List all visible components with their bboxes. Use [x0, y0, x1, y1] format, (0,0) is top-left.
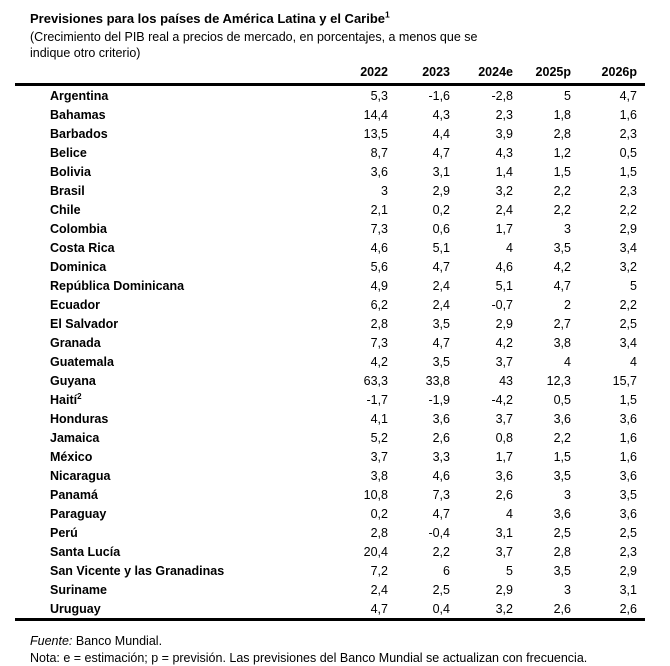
- subtitle-line-2: indique otro criterio): [30, 45, 141, 60]
- value-cell-2026p: 3,5: [619, 487, 637, 502]
- value-cell-2023: 5,1: [432, 240, 450, 255]
- country-name: Chile: [50, 202, 81, 217]
- value-cell-2024e: 43: [499, 373, 513, 388]
- value-cell-2024e: 2,4: [495, 202, 513, 217]
- value-cell-2026p: 2,2: [619, 297, 637, 312]
- value-cell-2023: 2,4: [432, 278, 450, 293]
- value-cell-2025p: 5: [564, 88, 571, 103]
- value-cell-2024e: 3,6: [495, 468, 513, 483]
- value-cell-2025p: 3,5: [553, 468, 571, 483]
- country-name: Argentina: [50, 88, 109, 103]
- value-cell-2025p: 1,5: [553, 164, 571, 179]
- table-row: [15, 599, 645, 620]
- value-cell-2023: 4,7: [432, 145, 450, 160]
- value-cell-2024e: 2,9: [495, 316, 513, 331]
- value-cell-2022: 5,6: [370, 259, 388, 274]
- value-cell-2025p: 2,8: [553, 544, 571, 559]
- value-cell-2026p: 3,1: [619, 582, 637, 597]
- table-row: [15, 238, 645, 257]
- country-name: Bolivia: [50, 164, 91, 179]
- table-row: [15, 390, 645, 409]
- value-cell-2023: 4,6: [432, 468, 450, 483]
- value-cell-2024e: -4,2: [491, 392, 513, 407]
- table-row: [15, 181, 645, 200]
- value-cell-2022: 0,2: [370, 506, 388, 521]
- table-row: [15, 105, 645, 124]
- value-cell-2023: 3,6: [432, 411, 450, 426]
- country-name: Ecuador: [50, 297, 101, 312]
- value-cell-2023: -1,9: [428, 392, 450, 407]
- value-cell-2022: 7,3: [370, 335, 388, 350]
- country-name: Colombia: [50, 221, 107, 236]
- table-row: [15, 504, 645, 523]
- country-name: Costa Rica: [50, 240, 115, 255]
- value-cell-2025p: 12,3: [546, 373, 571, 388]
- column-header-2023: 2023: [388, 65, 450, 85]
- table-row: [15, 371, 645, 390]
- table-row: [15, 219, 645, 238]
- value-cell-2025p: 4,2: [553, 259, 571, 274]
- table-row: [15, 295, 645, 314]
- table-title: [30, 10, 670, 27]
- value-cell-2026p: 3,4: [619, 240, 637, 255]
- country-column-header: [15, 65, 326, 85]
- value-cell-2022: 3,6: [370, 164, 388, 179]
- value-cell-2025p: 1,8: [553, 107, 571, 122]
- value-cell-2024e: 3,7: [495, 354, 513, 369]
- table-row: [15, 257, 645, 276]
- value-cell-2025p: 3,6: [553, 506, 571, 521]
- value-cell-2023: 3,5: [432, 354, 450, 369]
- source-line: [30, 634, 670, 649]
- value-cell-2026p: 3,4: [619, 335, 637, 350]
- table-row: [15, 561, 645, 580]
- value-cell-2026p: 1,5: [619, 164, 637, 179]
- table-row: [15, 542, 645, 561]
- country-name: Guyana: [50, 373, 96, 388]
- value-cell-2023: -0,4: [428, 525, 450, 540]
- table-row: [15, 276, 645, 295]
- value-cell-2023: 3,1: [432, 164, 450, 179]
- value-cell-2025p: 0,5: [553, 392, 571, 407]
- table-row: [15, 485, 645, 504]
- column-header-2026p: 2026p: [571, 65, 645, 85]
- value-cell-2025p: 2,5: [553, 525, 571, 540]
- value-cell-2026p: 5: [630, 278, 637, 293]
- value-cell-2023: 6: [443, 563, 450, 578]
- country-name: San Vicente y las Granadinas: [50, 563, 225, 578]
- value-cell-2024e: 2,9: [495, 582, 513, 597]
- value-cell-2022: 8,7: [370, 145, 388, 160]
- value-cell-2025p: 2,2: [553, 183, 571, 198]
- value-cell-2023: 3,5: [432, 316, 450, 331]
- value-cell-2026p: 1,5: [619, 392, 637, 407]
- value-cell-2024e: 3,1: [495, 525, 513, 540]
- table-row: [15, 200, 645, 219]
- value-cell-2024e: 4,6: [495, 259, 513, 274]
- value-cell-2024e: 0,8: [495, 430, 513, 445]
- value-cell-2024e: 5,1: [495, 278, 513, 293]
- value-cell-2023: 2,9: [432, 183, 450, 198]
- value-cell-2022: 7,2: [370, 563, 388, 578]
- value-cell-2024e: -2,8: [491, 88, 513, 103]
- value-cell-2022: 10,8: [363, 487, 388, 502]
- value-cell-2022: 4,2: [370, 354, 388, 369]
- value-cell-2023: -1,6: [428, 88, 450, 103]
- value-cell-2024e: 4,2: [495, 335, 513, 350]
- value-cell-2023: 0,6: [432, 221, 450, 236]
- value-cell-2022: 4,1: [370, 411, 388, 426]
- table-subtitle: [30, 30, 670, 61]
- source-label: Fuente:: [30, 634, 73, 648]
- value-cell-2022: 3: [381, 183, 388, 198]
- table-row: [15, 143, 645, 162]
- forecast-table: [15, 65, 645, 621]
- value-cell-2025p: 2: [564, 297, 571, 312]
- country-name: Uruguay: [15, 599, 326, 620]
- country-footnote-ref: 2: [77, 391, 82, 401]
- value-cell-2026p: 3,2: [619, 259, 637, 274]
- value-cell-2026p: 2,3: [619, 183, 637, 198]
- value-cell-2022: 2,1: [370, 202, 388, 217]
- value-cell-2025p: 2,7: [553, 316, 571, 331]
- value-cell-2022: -1,7: [366, 392, 388, 407]
- country-name: Guatemala: [50, 354, 114, 369]
- value-cell-2025p: 1,5: [553, 449, 571, 464]
- value-cell-2025p: 3,8: [553, 335, 571, 350]
- country-name: Honduras: [50, 411, 109, 426]
- value-cell-2026p: 3,6: [619, 411, 637, 426]
- value-cell-2026p: 2,9: [619, 221, 637, 236]
- value-cell-2022: 2,8: [370, 316, 388, 331]
- title-footnote-ref: 1: [385, 9, 390, 20]
- value-cell-2026p: 1,6: [619, 430, 637, 445]
- country-name: México: [50, 449, 93, 464]
- source-text: Banco Mundial.: [75, 634, 163, 648]
- value-cell-2023: 4,4: [432, 126, 450, 141]
- value-cell-2026p: 2,5: [619, 525, 637, 540]
- value-cell-2023: 2,4: [432, 297, 450, 312]
- country-name: Dominica: [50, 259, 107, 274]
- table-row: [15, 352, 645, 371]
- country-name: Nicaragua: [50, 468, 111, 483]
- value-cell-2022: 20,4: [363, 544, 388, 559]
- country-name: Perú: [50, 525, 78, 540]
- column-header-row: [15, 65, 645, 85]
- value-cell-2022: 7,3: [370, 221, 388, 236]
- value-cell-2025p: 1,2: [553, 145, 571, 160]
- value-cell-2022: 3,7: [370, 449, 388, 464]
- value-cell-2025p: 2,2: [553, 430, 571, 445]
- table-row: [15, 447, 645, 466]
- value-cell-2023: 2,6: [432, 430, 450, 445]
- value-cell-2025p: 2,6: [513, 599, 571, 620]
- value-cell-2026p: 0,5: [619, 145, 637, 160]
- value-cell-2024e: 3,9: [495, 126, 513, 141]
- value-cell-2023: 2,2: [432, 544, 450, 559]
- value-cell-2022: 63,3: [363, 373, 388, 388]
- note-line-partial: Nota: e = estimación; p = previsión. Las previsiones del Banco Mundial se actualizan con frecuencia.: [30, 651, 588, 665]
- value-cell-2024e: 2,3: [495, 107, 513, 122]
- value-cell-2026p: 3,6: [619, 468, 637, 483]
- value-cell-2026p: 4,7: [619, 88, 637, 103]
- table-title-text: Previsiones para los países de América Latina y el Caribe: [30, 11, 386, 26]
- value-cell-2024e: 1,7: [495, 221, 513, 236]
- country-name: Haití$^2$: [50, 391, 82, 407]
- value-cell-2024e: 2,6: [495, 487, 513, 502]
- value-cell-2023: 4,7: [432, 335, 450, 350]
- value-cell-2024e: -0,7: [491, 297, 513, 312]
- value-cell-2022: 4,7: [326, 599, 388, 620]
- table-row: [15, 85, 645, 106]
- value-cell-2024e: 3,7: [495, 411, 513, 426]
- table-row: [15, 466, 645, 485]
- value-cell-2022: 5,2: [370, 430, 388, 445]
- value-cell-2026p: 2,2: [619, 202, 637, 217]
- column-header-2025p: 2025p: [513, 65, 571, 85]
- value-cell-2023: 4,3: [432, 107, 450, 122]
- value-cell-2022: 3,8: [370, 468, 388, 483]
- value-cell-2023: 4,7: [432, 506, 450, 521]
- value-cell-2026p: 1,6: [619, 107, 637, 122]
- value-cell-2025p: 3,6: [553, 411, 571, 426]
- value-cell-2023: 33,8: [425, 373, 450, 388]
- table-row: [15, 333, 645, 352]
- value-cell-2025p: 3: [564, 221, 571, 236]
- table-row: [15, 314, 645, 333]
- value-cell-2026p: 2,6: [571, 599, 645, 620]
- value-cell-2026p: 15,7: [612, 373, 637, 388]
- value-cell-2025p: 3: [564, 487, 571, 502]
- value-cell-2022: 2,4: [370, 582, 388, 597]
- value-cell-2024e: 3,2: [450, 599, 513, 620]
- value-cell-2024e: 4: [506, 240, 513, 255]
- value-cell-2026p: 2,9: [619, 563, 637, 578]
- value-cell-2025p: 3,5: [553, 563, 571, 578]
- country-name: Suriname: [50, 582, 107, 597]
- value-cell-2026p: 1,6: [619, 449, 637, 464]
- country-name: Paraguay: [50, 506, 107, 521]
- value-cell-2026p: 4: [630, 354, 637, 369]
- value-cell-2023: 7,3: [432, 487, 450, 502]
- subtitle-line-1: (Crecimiento del PIB real a precios de mercado, en porcentajes, a menos que se: [30, 30, 478, 44]
- column-header-2022: 2022: [326, 65, 388, 85]
- value-cell-2026p: 2,5: [619, 316, 637, 331]
- value-cell-2024e: 3,2: [495, 183, 513, 198]
- value-cell-2025p: 3: [564, 582, 571, 597]
- value-cell-2024e: 4,3: [495, 145, 513, 160]
- country-name: Jamaica: [50, 430, 100, 445]
- value-cell-2026p: 2,3: [619, 126, 637, 141]
- value-cell-2022: 13,5: [363, 126, 388, 141]
- country-name: Granada: [50, 335, 101, 350]
- value-cell-2024e: 5: [506, 563, 513, 578]
- table-row: [15, 428, 645, 447]
- country-name: Brasil: [50, 183, 85, 198]
- value-cell-2023: 3,3: [432, 449, 450, 464]
- value-cell-2024e: 1,7: [495, 449, 513, 464]
- value-cell-2022: 4,9: [370, 278, 388, 293]
- value-cell-2024e: 3,7: [495, 544, 513, 559]
- country-name: Bahamas: [50, 107, 106, 122]
- column-header-2024e: 2024e: [450, 65, 513, 85]
- value-cell-2022: 2,8: [370, 525, 388, 540]
- value-cell-2022: 4,6: [370, 240, 388, 255]
- table-row: [15, 124, 645, 143]
- value-cell-2025p: 2,8: [553, 126, 571, 141]
- value-cell-2023: 0,4: [388, 599, 450, 620]
- value-cell-2025p: 4: [564, 354, 571, 369]
- value-cell-2023: 4,7: [432, 259, 450, 274]
- value-cell-2022: 14,4: [363, 107, 388, 122]
- country-name: República Dominicana: [50, 278, 185, 293]
- value-cell-2023: 0,2: [432, 202, 450, 217]
- value-cell-2022: 5,3: [370, 88, 388, 103]
- table-row: [15, 409, 645, 428]
- value-cell-2024e: 1,4: [495, 164, 513, 179]
- country-name: El Salvador: [50, 316, 119, 331]
- value-cell-2023: 2,5: [432, 582, 450, 597]
- table-row: [15, 162, 645, 181]
- value-cell-2026p: 2,3: [619, 544, 637, 559]
- country-name: Santa Lucía: [50, 544, 121, 559]
- country-name: Barbados: [50, 126, 108, 141]
- value-cell-2025p: 2,2: [553, 202, 571, 217]
- value-cell-2022: 6,2: [370, 297, 388, 312]
- value-cell-2025p: 4,7: [553, 278, 571, 293]
- table-row: [15, 523, 645, 542]
- country-name: Panamá: [50, 487, 98, 502]
- country-name: Belice: [50, 145, 87, 160]
- table-row: [15, 580, 645, 599]
- value-cell-2025p: 3,5: [553, 240, 571, 255]
- value-cell-2026p: 3,6: [619, 506, 637, 521]
- value-cell-2024e: 4: [506, 506, 513, 521]
